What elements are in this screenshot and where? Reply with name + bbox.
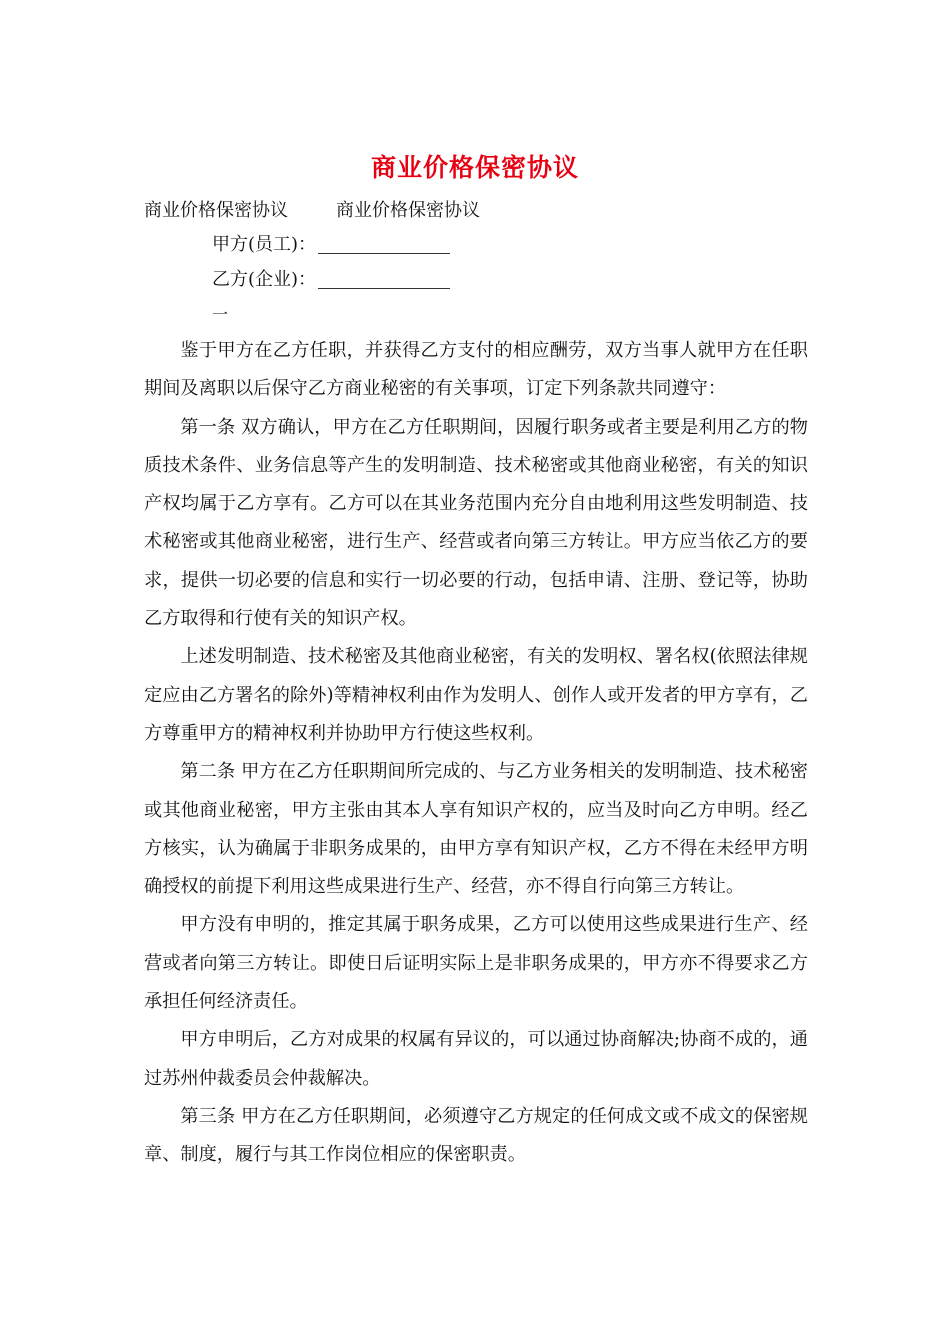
paragraph: 甲方没有申明的，推定其属于职务成果，乙方可以使用这些成果进行生产、经营或者向第三方转让。即使日后证明实际上是非职务成果的，甲方亦不得要求乙方承担任何经济责任。 [144,914,808,1013]
paragraph: 第一条 双方确认，甲方在乙方任职期间，因履行职务或者主要是利用乙方的物质技术条件、业务信息等产生的发明制造、技术秘密或其他商业秘密，有关的知识产权均属于乙方享有。乙方可以在其业务范围内充分自由地利用这些发明制造、技术秘密或其他商业秘密，进行生产、经营或者向第三方转让。甲方应当依乙方的要求，提供一切必要的信息和实行一切必要的行动，包括申请、注册、登记等，协助乙方取得和行使有关的知识产权。 [144,416,808,630]
subtitle-left: 商业价格保密协议 [144,200,288,221]
section-mark: 一 [212,305,229,324]
subtitle-right: 商业价格保密协议 [336,200,480,221]
party-b-line [212,265,450,295]
document-title: 商业价格保密协议 [370,153,579,182]
paragraph: 上述发明制造、技术秘密及其他商业秘密，有关的发明权、署名权(依照法律规定应由乙方署名的除外)等精神权利由作为发明人、创作人或开发者的甲方享有，乙方尊重甲方的精神权利并协助甲方行使这些权利。 [144,646,808,744]
subtitle-row [144,196,480,226]
paragraph: 第三条 甲方在乙方任职期间，必须遵守乙方规定的任何成文或不成文的保密规章、制度，履行与其工作岗位相应的保密职责。 [144,1105,808,1166]
party-a-line [212,230,450,260]
paragraph: 甲方申明后，乙方对成果的权属有异议的，可以通过协商解决;协商不成的，通过苏州仲裁委员会仲裁解决。 [144,1029,808,1089]
party-a-blank [318,233,450,254]
party-b-blank [318,268,450,289]
paragraph: 鉴于甲方在乙方任职，并获得乙方支付的相应酬劳，双方当事人就甲方在任职期间及离职以后保守乙方商业秘密的有关事项，订定下列条款共同遵守： [144,340,808,400]
document-body [144,332,808,1175]
party-a-label: 甲方(员工)： [212,234,317,255]
party-b-label: 乙方(企业)： [212,269,317,290]
paragraph: 第二条 甲方在乙方任职期间所完成的、与乙方业务相关的发明制造、技术秘密或其他商业秘密，甲方主张由其本人享有知识产权的，应当及时向乙方申明。经乙方核实，认为确属于非职务成果的，由甲方享有知识产权，乙方不得在未经甲方明确授权的前提下利用这些成果进行生产、经营，亦不得自行向第三方转让。 [144,761,808,898]
